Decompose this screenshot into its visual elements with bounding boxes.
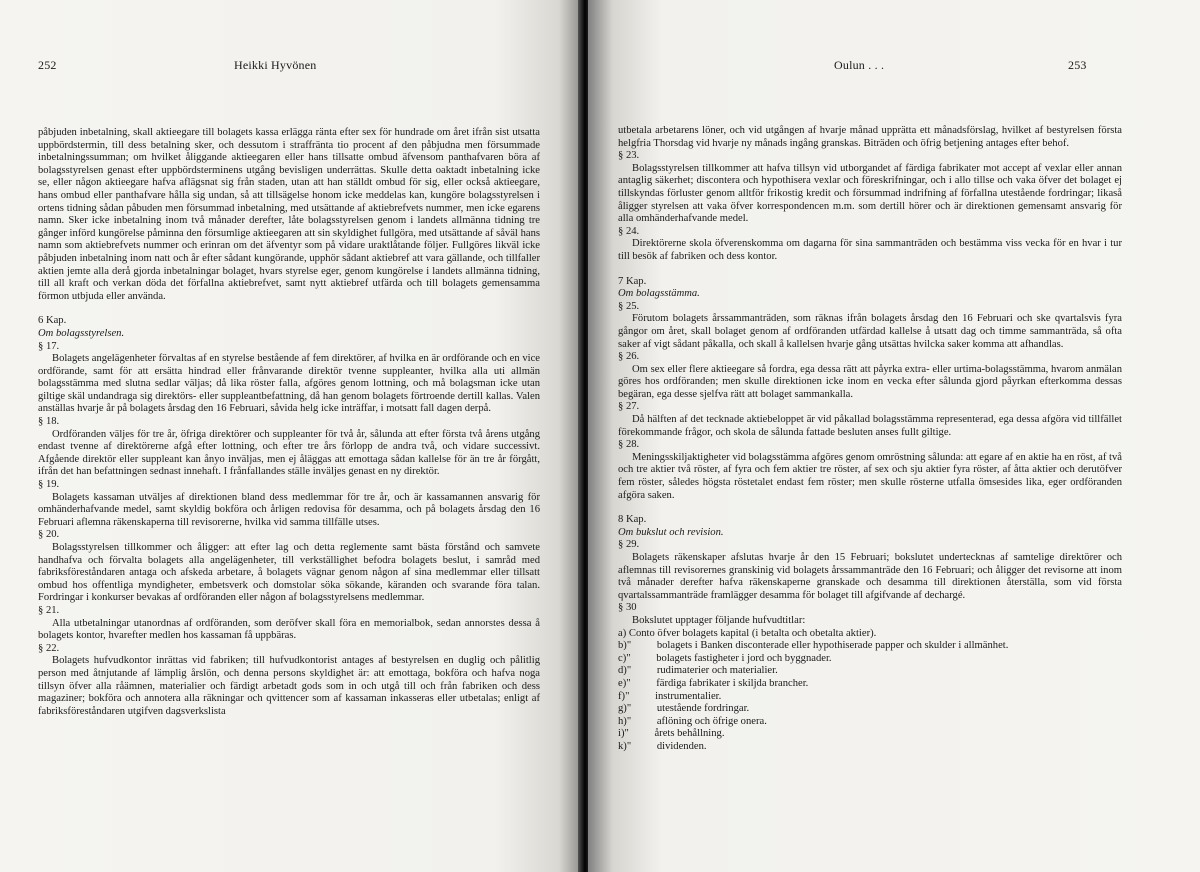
section-number: § 28. [618, 439, 640, 451]
chapter-title: Om bolagsstämma. [618, 288, 700, 300]
paragraph: påbjuden inbetalning, skall aktieegare till bolagets kassa erlägga ränta efter sex för hundrade om året ifrån sist utsatta uppbördstermin, till dess betalning sker, och dessutom i straffränta tio procent af den påbjudna men försummade inbetalningssumman; om hvilket åliggande aktieegaren eller hans tillsatte ombud äfvensom panthafvaren böra af bolagsstyrelsen genast efter uppbördsterminens utgång bevisligen underrättas. Skulle detta oaktadt inbetalning icke se, eller någon aktieegare hafva aflägsnat sig från staden, utan att han ställdt ombud för sig, eller också aktieegare, hans ombud eller panthafvare hålla sig undan, så att tillsägelse honom icke meddelas kan, kungöre bolagsstyrelsen i ortens tidning sådan påbuden men försummad inbetalning, med utsättande af aktiebrefvets nummer, men icke egarens namn. Sker icke inbetalning inom två månader derefter, låte bolagsstyrelsen genom i landets allmänna tidning tre gånger införd kungörelse påminna den försumlige aktieegaren att sin skyldighet fullgöra, med utsättande af såväl hans namn som aktiebrefvets nummer och erinran om det äfventyr som på vidare uraktlåtande följer. Fullgöres likväl icke påbjuden inbetalning inom natt och år efter sådant kungörande, upphör sådant aktiebref att vara gällande, och tillfaller aktien jemte alla derå gjorda inbetalningar bolaget, hvars styrelse eger, genom kungörelse i landets allmänna tidning, till all kraft och verkan döda det förfallna aktiebrefvet, samt nytt aktiebref utfärda och till bolagets gemensamma förmon utbjuda eller använda. [38, 127, 540, 302]
list-item-q: " [626, 677, 631, 689]
list-item-q: " [626, 740, 632, 752]
section-text: Bolagets hufvudkontor inrättas vid fabriken; till hufvudkontorist antages af bestyrelsen en duglig och pålitlig person med åtnjutande af lämplig årslön, och denna persons skyldighet är: att emottaga, bokföra och hafva noga tillsyn öfver alla råämnen, materialier och färdigt arbetadt gods som in och utgå till och från fabriken och dess magaziner; bokföra och annotera alla räkningar och qvittencer som af kassaman inkasseras eller utbetalas; enligt af fabriksföreståndaren utgifven dagsverkslista [38, 655, 540, 717]
list-item-key: k) [618, 740, 627, 752]
section-number: § 22. [38, 642, 60, 654]
list-item-q: " [626, 665, 632, 677]
paragraph: utbetala arbetarens löner, och vid utgången af hvarje månad upprätta ett månadsförslag, hvilket af bestyrelsen första helgfria Thorsdag vid hvarje ny månads ingång granskas. Biträden och öfrig betjening antages efter behof. [618, 125, 1122, 149]
running-head: Oulun . . . [834, 58, 885, 72]
section-number: § 30 [618, 602, 637, 614]
section-text: Om sex eller flere aktieegare så fordra, ega dessa rätt att påyrka extra- eller urtima-bolagsstämma, hvarom anmälan göres hos ordföranden; men skulle direktionen icke inom en vecka efter sålunda gjord påyrkan efterkomma dessas begäran, ega desse sjelfva rätt att bolaget sammankalla. [618, 363, 1122, 400]
list-item-key: d) [618, 665, 627, 677]
section-text: Direktörerne skola öfverenskomma om dagarna för sina sammanträden och bestämma viss vecka för en hvar i tur till besök af fabriken och dess kontor. [618, 238, 1122, 262]
list-item [618, 678, 1122, 691]
list-item-text: bolagets i Banken disconterade eller hypothiserade papper och skulder i allmänhet. [656, 640, 1009, 652]
section-text: Bolagsstyrelsen tillkommer att hafva tillsyn vid utborgandet af färdiga fabrikater mot accept af vexlar eller annan antaglig säkerhet; discontera och hypothisera vexlar och föreskrifningar, och i allo tillse och vaka öfver det bolaget ej tillskyndas förluster genom alltför frikostig kredit och försummad indrifning af förfallna utestående fordringar; likaså åligger styrelsen att vaka öfver korrespondencen m.m. som dertill hörer och är direktionen gemensamt ansvarig för alla omhänderhafvande medel. [618, 162, 1122, 225]
list-item-q: " [625, 690, 630, 702]
list-item [618, 728, 1122, 741]
left-body [38, 127, 540, 718]
chapter-title: Om bukslut och revision. [618, 526, 724, 538]
list-item-q: " [626, 640, 632, 652]
section-text: Bolagets räkenskaper afslutas hvarje år den 15 Februari; bokslutet undertecknas af samtelige direktörer och aflemnas till revisorernes granskinig vid bolagets årssammanträde den 16 Februari; och åligger det revisorne att inom två månader derefter hafva räkenskaperne granskade och desamma till direktionen återställa, som vid första qvartalssammanträde framlägger desamma för bolaget till afgifvande af dechargé. [618, 552, 1122, 601]
page-number: 252 [38, 58, 57, 72]
list-item [618, 653, 1122, 666]
chapter-label: 6 Kap. [38, 315, 67, 327]
list-item-text: utestående fordringar. [656, 703, 750, 715]
list-item-text: årets behållning. [654, 728, 725, 740]
list-item-text: instrumentalier. [655, 690, 722, 702]
section-number: § 24. [618, 225, 640, 237]
chapter-title: Om bolagsstyrelsen. [38, 327, 125, 339]
list-item-text: aflöning och öfrige onera. [656, 715, 767, 727]
section-number: § 23. [618, 150, 640, 162]
section-text: Bolagsstyrelsen tillkommer och åligger: att efter lag och detta reglemente samt bästa förstånd och samvete handhafva och förvalta bolagets alla angelägenheter, till verkställighet befodra bolagets beslut, i samråd med fabriksföreståndaren antaga och afskeda arbetare, å bolagets vägnar genom någon af sina medlemmar eller tillsatt ombud hos offentliga myndigheter, embetsverk och domstolar söka sökande, käranden och svarande föra talan. Fordringar i konkurser bevakas af ordföranden eller någon af bolagsstyrelsens medlemmar. [38, 542, 540, 604]
right-page [588, 0, 1200, 872]
section-number: § 21. [38, 604, 60, 616]
list-item [618, 665, 1122, 678]
list-item [618, 703, 1122, 716]
list-item-text: bolagets fastigheter i jord och byggnader. [656, 652, 832, 664]
section-number: § 26. [618, 351, 640, 363]
list-item [618, 640, 1122, 653]
section-number: § 27. [618, 401, 640, 413]
list-item [618, 716, 1122, 729]
section-number: § 17. [38, 340, 60, 352]
section-number: § 18. [38, 416, 60, 428]
running-head: Heikki Hyvönen [234, 58, 317, 72]
section-text: Bokslutet upptager följande hufvudtitlar: [632, 614, 806, 626]
section-text: Bolagets kassaman utväljes af direktionen bland dess medlemmar för tre år, och är kassamannen ansvarig för omhänderhafvande medel, samt skyldig bokföra och årligen redovisa för desamma, och på bolagets årsdag den 16 Februari aflemna räkenskaperna till revisorerne, hvilka vid samma tillfälle utses. [38, 491, 540, 528]
page-number: 253 [1068, 58, 1087, 72]
list-item-text: dividenden. [656, 740, 707, 752]
list-item-text: färdiga fabrikater i skiljda brancher. [656, 677, 809, 689]
section-number: § 25. [618, 300, 640, 312]
list-item-key: c) [618, 652, 627, 664]
list-item-key: h) [618, 715, 627, 727]
list-item [618, 741, 1122, 754]
list-item-q: " [626, 652, 631, 664]
section-text: Då hälften af det tecknade aktiebeloppet är vid påkallad bolagsstämma representerad, ega dessa afgöra vid tillfället förekommande frågor, och skola de sålunda fattade besluten anses fullt giltige. [618, 414, 1122, 438]
list-item: a) Conto öfver bolagets kapital (i betalta och obetalta aktier). [618, 627, 877, 639]
section-number: § 20. [38, 529, 60, 541]
chapter-label: 7 Kap. [618, 275, 647, 287]
list-item [618, 691, 1122, 704]
section-text: Förutom bolagets årssammanträden, som räknas ifrån bolagets årsdag den 16 Februari och ske qvartalsvis fyra gångor om året, skall bolaget genom af ordföranden utfärdad kallelse å utsatt dag och timme sammanträda, så ofta saker af vigt sådant påkalla, och skall å kallelsen hvarje gång utsättas hvilcka saker komma att afhandlas. [618, 313, 1122, 350]
section-text: Ordföranden väljes för tre år, öfriga direktörer och suppleanter för två år, sålunda att efter första två årens utgång endast tvenne af direktörerne afgå efter lottning, och efter tre års förlopp de andra två, och vidare successivt. Afgående direktör eller suppleant kan ånyo inväljas, men ej åläggas att emottaga sådan kallelse för än tre år förgått, ifrån det han befattningen sednast innehaft. I frånfallandes ställe inväljes genast en ny direktör. [38, 428, 540, 478]
section-number: § 29. [618, 539, 640, 551]
right-body [618, 125, 1122, 754]
list-item-text: rudimaterier och materialier. [656, 665, 778, 677]
list-item-q: " [626, 703, 632, 715]
section-number: § 19. [38, 479, 60, 491]
list-item-q: " [624, 728, 629, 740]
left-page [0, 0, 582, 872]
list-item-q: " [626, 715, 632, 727]
section-text: Alla utbetalningar utanordnas af ordföranden, som deröfver skall föra en memorialbok, sedan annorstes dessa å bolagets kontor, hvarefter medlen hos kassaman få uppbäras. [38, 617, 540, 642]
list-item-key: b) [618, 640, 627, 652]
account-list [618, 640, 1122, 753]
section-text: Meningsskiljaktigheter vid bolagsstämma afgöres genom omröstning sålunda: att egare af en aktie ha en röst, af två och tre aktier två röster, af fyra och fem aktier tre röster, af sex och sju aktier fyra röster, af åtta aktier och derutöfver fem röster, således högsta röstetalet endast fem röster; men skulle rösterne utfalla ömsesides lika, eger ordföranden afgöra saken. [618, 451, 1122, 501]
list-item-key: f) [618, 690, 626, 702]
list-item-key: e) [618, 677, 627, 689]
section-text: Bolagets angelägenheter förvaltas af en styrelse bestående af fem direktörer, af hvilka en är ordförande och en vice ordförande, samt för att ersätta hindrad eller frånvarande direktör tvenne suppleanter, hvilka alla uti allmän bolagsstämma med slutna sedlar väljas; då lika röster falla, afgöres genom lottning, och må bolagsman icke utan giltige skäl undandraga sig direktörs- eller suppleantbefattning, då han genom bolagets förtroende dertill kallas. Valen anställas hvarje år på bolagets årsdag den 16 Februari, såvida helg icke inträffar, i motsatt fall dagen derpå. [38, 353, 540, 415]
chapter-label: 8 Kap. [618, 514, 647, 526]
list-item-key: g) [618, 703, 627, 715]
list-item-key: i) [618, 728, 625, 740]
